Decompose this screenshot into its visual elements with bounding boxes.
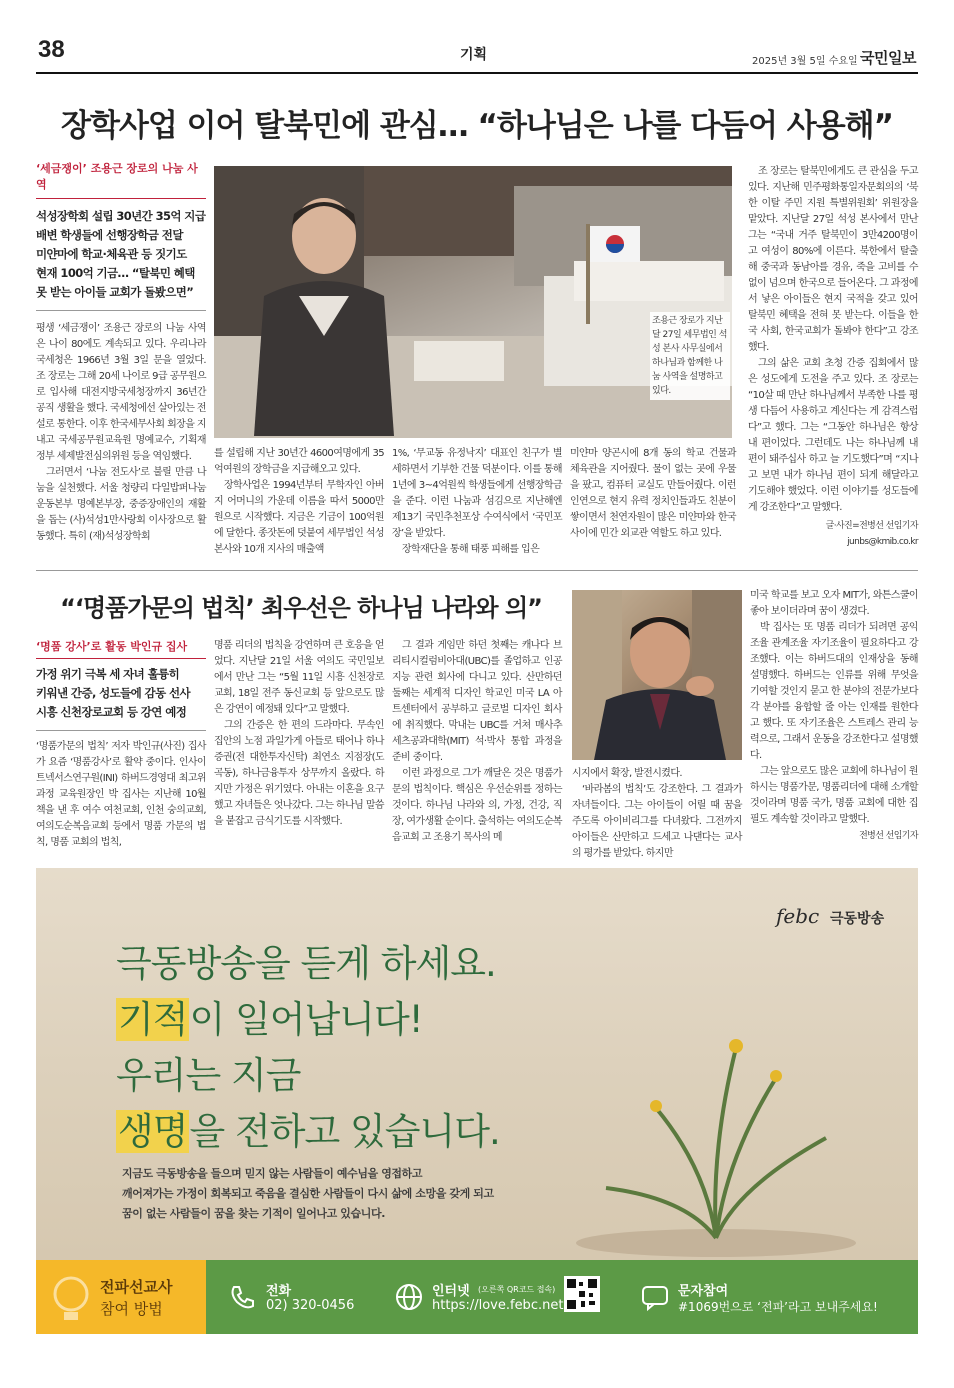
kicker-rule — [36, 198, 206, 199]
ad-line-3: 우리는 지금 — [116, 1054, 301, 1097]
page-number: 38 — [38, 36, 65, 63]
article2-subheads — [36, 665, 206, 722]
febc-logo: febc — [776, 904, 820, 928]
kicker-rule — [36, 658, 206, 659]
paragraph: 그는 앞으로도 많은 교회에 하나님이 원하시는 명품가문, 명품리더에 대해 소개할 것이라며 명품 국가, 명품 교회에 대한 집필도 계속할 것이라고 말했다. — [750, 766, 918, 825]
subhead-rule — [36, 730, 206, 731]
subhead-line: 석성장학회 설립 30년간 35억 지급 — [36, 209, 206, 223]
article2-byline: 전병선 선임기자 — [859, 831, 918, 841]
paragraph: 장학재단을 통해 태풍 피해를 입은 — [402, 544, 540, 555]
subhead-line: 가정 위기 극복 세 자녀 훌륭히 — [36, 667, 180, 681]
article-divider — [36, 570, 918, 571]
paragraph: 를 설립해 지난 30년간 4600여명에게 35억여원의 장학금을 지급해오고 있다. — [214, 448, 384, 475]
article1-col2 — [214, 446, 384, 558]
phone-title: 전화 — [266, 1284, 292, 1299]
article1-subheads — [36, 207, 206, 302]
paragraph: 그 결과 게임만 하던 첫째는 캐나다 브리티시컬럼비아대(UBC)를 졸업하고 인공지능 관련 회사에 다니고 있다. 산만하던 둘째는 세계적 디자인 학교인 미국 LA 아트센터에서 공부하고 글로벌 디자인 회사에 취직했다. 막내는 UBC를 거쳐 매사추세츠공과대학(MIT) 석·박사 통합 과정을 준비 중이다. — [392, 640, 562, 763]
article2-col2 — [214, 638, 384, 830]
article1-col3 — [392, 446, 562, 558]
paragraph: 시지에서 확장, 발전시켰다. — [572, 768, 682, 779]
ad-highlight: 생명 — [118, 1110, 188, 1153]
article2-col3 — [392, 638, 562, 846]
paragraph: 미얀마 양곤시에 8개 동의 학교 건물과 체육관을 지어줬다. 물이 없는 곳에 우물을 팠고, 컴퓨터 교실도 만들어줬다. 이런 인연으로 현지 유력 정치인들과도 친분이 쌓이면서 천연자원이 많은 미얀마와 한국 사이에 민간 외교관 역할도 하고 있다. — [570, 448, 736, 539]
paragraph: 장학사업은 1994년부터 무학자인 아버지 어머니의 가운데 이름을 따서 5000만원으로 시작했다. 지금은 기금이 100억원에 달한다. 종잣돈에 덧붙여 세무법인 석성 본사와 10개 지사의 매출액 — [214, 480, 384, 555]
article1-headline: 장학사업 이어 탈북민에 관심… “하나님은 나를 다듬어 사용해” — [61, 108, 893, 144]
web-url[interactable]: https://love.febc.net — [432, 1298, 564, 1313]
paragraph: 미국 학교를 보고 오자 MIT가, 와튼스쿨이 좋아 보이더라며 꿈이 생겼다. — [750, 590, 918, 617]
lightbulb-icon — [46, 1270, 96, 1326]
article1-kicker: ‘세금쟁이’ 조용근 장로의 나눔 사역 — [36, 162, 198, 191]
article1-photo — [214, 166, 732, 438]
article1-byline: 글·사진=전병선 선임기자 — [825, 521, 918, 531]
subhead-line: 미얀마에 학교·체육관 등 짓기도 — [36, 247, 187, 261]
ad-line-1: 극동방송을 듣게 하세요. — [116, 942, 496, 985]
ad-line-2-rest: 이 일어납니다! — [189, 998, 423, 1041]
article2-photo — [572, 590, 742, 760]
paragraph: 명품 리더의 법칙을 강연하며 큰 호응을 얻었다. 지난달 21일 서울 여의도 국민일보에서 만난 그는 “5월 11일 시흥 신천장로교회, 18일 전주 동신교회 등 앞으로도 많은 강연이 예정돼 있다”고 말했다. — [214, 640, 384, 715]
paragraph: 그의 삶은 교회 초청 간증 집회에서 많은 성도에게 도전을 주고 있다. 조 장로는 “10살 때 만난 하나님께서 부족한 나를 평생 다듬어 사용하고 계신다는 게 감격스럽다”고 했다. 그는 “그동안 하나님은 항상 내 편이었다. 그런데도 나는 하나님께 내 편이 돼주십사 하고 늘 기도했다”며 “지나고 보면 내가 하나님 편이 되게 해달라고 기도해야 했었다. 이런 이야기를 성도들에게 강조한다”고 말했다. — [748, 358, 918, 513]
subhead-rule — [36, 310, 206, 311]
ad-body-line: 깨어져가는 가정이 회복되고 죽음을 결심한 사람들이 다시 삶에 소망을 갖게 되고 — [122, 1187, 494, 1200]
article2-headline: “‘명품가문의 법칙’ 최우선은 하나님 나라와 의” — [60, 594, 542, 622]
paragraph: 평생 ‘세금쟁이’ 조용근 장로의 나눔 사역은 나이 80에도 계속되고 있다. 우리나라 국세청은 1966년 3월 3일 문을 열었다. 조 장로는 그해 20세 나이로 9급 공무원으로 입사해 대전지방국세청장까지 36년간 공직 생활을 했다. 국세청에선 살아있는 전설로 통한다. 이후 한국세무사회 회장을 지내고 국세공무원교육원 명예교수, 기획재정부 세제발전심의위원 등을 역임했다. — [36, 323, 206, 462]
subhead-line: 못 받는 아이들 교회가 돌봤으면” — [36, 285, 194, 299]
web-title: 인터넷 — [432, 1284, 470, 1299]
paragraph: 이런 과정으로 그가 깨달은 것은 명품가문의 법칙이다. 핵심은 우선순위를 정하는 것이다. 하나님 나라와 의, 가정, 건강, 직장, 여가생활 순이다. 출석하는 여의도순복음교회 고 조용기 목사의 메 — [392, 768, 562, 843]
article2-left-block — [36, 638, 206, 851]
ad-line-4-rest: 을 전하고 있습니다. — [189, 1110, 500, 1153]
phone-icon — [228, 1284, 256, 1316]
ad-line-4 — [116, 1104, 500, 1160]
paragraph: 그의 간증은 한 편의 드라마다. 무속인 집안의 노점 과일가게 아들로 태어나 하나증권(전 대한투자신탁) 최연소 지점장(도곡동), 하나금융투자 상무까지 올랐다. 하지만 가정은 위기였다. 아내는 이혼을 요구했고 자녀들은 엇나갔다. 그는 하나님 말씀을 붙잡고 금식기도를 시작했다. — [214, 720, 384, 827]
web-note: (오른쪽 QR코드 접속) — [478, 1285, 556, 1294]
paragraph: 1%, ‘무교동 유정낙지’ 대표인 친구가 별세하면서 기부한 건물 덕분이다. 이를 통해 1년에 3~4억원씩 학생들에게 선행장학금을 준다. 이런 나눔과 섬김으로 지난해엔 제13기 국민추천포상 수여식에서 ‘국민포장’을 받았다. — [392, 448, 562, 539]
article2-kicker: ‘명품 강사’로 활동 박인규 집사 — [36, 640, 188, 653]
ad-body — [122, 1164, 494, 1224]
ad-footer-participation — [36, 1260, 206, 1334]
paragraph: 박 집사는 또 명품 리더가 되려면 공익조율 관계조율 자기조율이 필요하다고 강조했다. 이는 하버드대의 인재상을 동해 설명했다. 하버드는 인류를 위해 무엇을 기여할 것인지 묻고 한 분야의 전문가보다 각 분야를 융합할 줄 아는 인재를 원한다고 했다. 또 자기조율은 스트레스 관리 능력으로, 그래서 운동을 강조한다고 설명했다. — [750, 622, 918, 761]
participation-title: 전파선교사 — [100, 1278, 173, 1296]
masthead-rule — [36, 72, 918, 74]
article2-col1 — [36, 739, 206, 851]
ad-slogan — [116, 936, 500, 1160]
paragraph: 그러면서 ‘나눔 전도사’로 불릴 만큼 나눔을 실천했다. 서울 청량리 다일밥퍼나눔운동본부 명예본부장, 중증장애인의 재활을 돕는 (사)석성1만사랑회 이사장으로 활동했다. 특히 (재)석성장학회 — [36, 467, 206, 542]
ad-body-line: 꿈이 없는 사람들이 꿈을 찾는 기적이 일어나고 있습니다. — [122, 1207, 385, 1220]
subhead-line: 키워낸 간증, 성도들에 감동 선사 — [36, 686, 190, 700]
febc-brand: 극동방송 — [830, 911, 885, 927]
article1-left-block — [36, 160, 206, 545]
photo-illustration — [572, 590, 742, 760]
section-label: 기획 — [460, 47, 488, 63]
article1-photo-caption: 조용근 장로가 지난달 27일 세무법인 석성 본사 사무실에서 하나님과 함께한 나눔 사역을 설명하고 있다. — [650, 312, 730, 400]
article2-col4 — [572, 766, 742, 862]
article2-col5 — [750, 588, 918, 844]
subhead-line: 현재 100억 기금… “탈북민 혜택 — [36, 266, 195, 280]
ad-line-2 — [116, 992, 500, 1048]
issue-date: 2025년 3월 5일 수요일 — [752, 56, 858, 67]
participation-subtitle: 참여 방법 — [100, 1300, 163, 1318]
message-icon — [640, 1282, 670, 1316]
qr-code-icon[interactable] — [564, 1276, 600, 1312]
febc-advertisement — [36, 868, 918, 1260]
phone-number[interactable]: 02) 320-0456 — [266, 1298, 355, 1313]
paragraph: ‘명품가문의 법칙’ 저자 박인규(사진) 집사가 요즘 ‘명품강사’로 활약 중이다. 인사이트넥서스연구원(INI) 하버드경영대 최고위 과정 교육원장인 박 집사는 지난해 10월 책을 낸 후 여수 여천교회, 인천 숭의교회, 여의도순복음교회 등에서 명품 가문의 법칙, 명품 교회의 법칙, — [36, 741, 206, 848]
newspaper-name: 국민일보 — [860, 49, 916, 67]
ad-body-line: 지금도 극동방송을 들으며 믿지 않는 사람들이 예수님을 영접하고 — [122, 1167, 423, 1180]
article1-col5 — [748, 164, 918, 550]
ad-highlight: 기적 — [118, 998, 188, 1041]
subhead-line: 배변 학생들에 선행장학금 전달 — [36, 228, 183, 242]
sms-instruction: #1069번으로 ‘전파’라고 보내주세요! — [678, 1300, 878, 1314]
plant-illustration — [536, 988, 896, 1260]
subhead-line: 시흥 신천장로교회 등 강연 예정 — [36, 705, 187, 719]
paragraph: ‘바라봄의 법칙’도 강조한다. 그 결과가 자녀들이다. 그는 아이들이 어릴 때 꿈을 주도록 아이비리그를 다녀왔다. 그전까지 아이들은 산만하고 드세고 나댄다는 교사의 평가를 받았다. 하지만 — [572, 784, 742, 859]
globe-icon — [394, 1282, 424, 1316]
sms-title: 문자참여 — [678, 1284, 729, 1299]
article1-email: junbs@kmib.co.kr — [847, 537, 918, 547]
paragraph: 조 장로는 탈북민에게도 큰 관심을 두고 있다. 지난해 민주평화통일자문회의의 ‘북한 이탈 주민 지원 특별위원회’ 위원장을 맡았다. 지난달 27일 석성 본사에서 만난 그는 “국내 거주 탈북민이 3만4200명이고 여성이 80%에 이른다. 북한에서 탈출해 중국과 동남아를 경유, 죽을 고비를 수없이 넘으며 한국으로 들어온다. 그 과정에서 낳은 아이들은 현지 국적을 갖고 있어 탈북민 혜택을 전혀 못 받는다. 이들을 한국 사회, 한국교회가 돌봐야 한다”고 강조했다. — [748, 166, 918, 353]
article1-col4 — [570, 446, 736, 542]
article1-col1 — [36, 321, 206, 545]
